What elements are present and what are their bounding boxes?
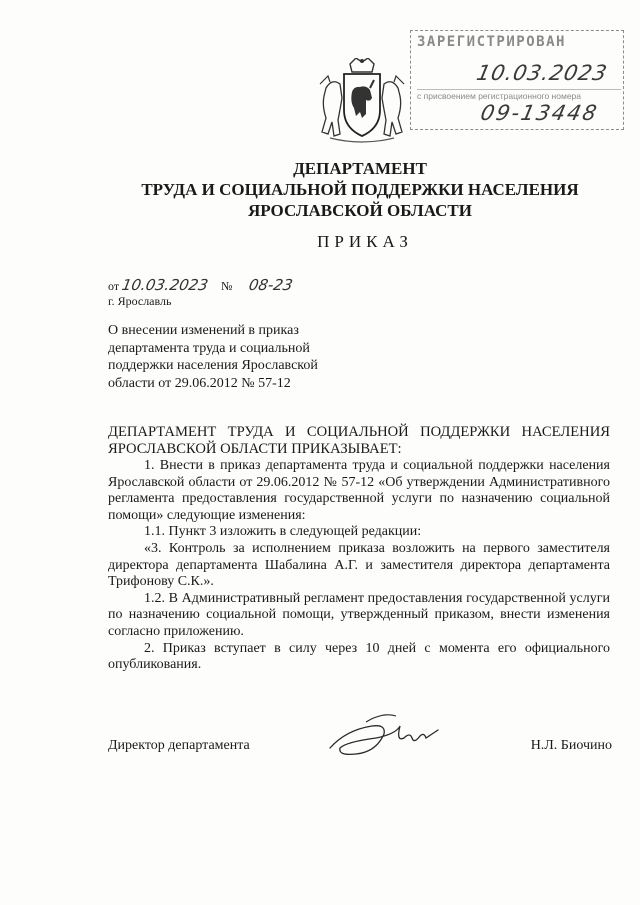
- subject-line2: департамента труда и социальной: [108, 340, 310, 356]
- body-paragraph-1: 1. Внести в приказ департамента труда и социальной поддержки населения Ярославской области от 29.06.2012 № 57-12 «Об утверждении Административного регламента предоставления государственной услуги по назначению социальной помощи» следующие изменения:: [108, 458, 610, 523]
- body-paragraph-1-2: 1.2. В Административный регламент предоставления государственной услуги по назначению социальной помощи, утвержденный приказом, внести изменения согласно приложению.: [108, 590, 610, 639]
- stamp-note: с присвоением регистрационного номера: [417, 89, 621, 101]
- doc-meta: [108, 276, 293, 309]
- body-lead: ДЕПАРТАМЕНТ ТРУДА И СОЦИАЛЬНОЙ ПОДДЕРЖКИ НАСЕЛЕНИЯ ЯРОСЛАВСКОЙ ОБЛАСТИ ПРИКАЗЫВАЕТ:: [108, 424, 610, 457]
- from-label: от: [108, 279, 120, 293]
- doc-date: 10.03.2023: [120, 276, 210, 294]
- registration-stamp: [410, 30, 624, 130]
- stamp-reg-number: 09-13448: [478, 101, 601, 125]
- department-name: [60, 158, 640, 221]
- signer-name: Н.Л. Биочино: [530, 738, 612, 753]
- dept-line1: ДЕПАРТАМЕНТ: [293, 159, 427, 178]
- coat-of-arms-icon: [316, 58, 408, 146]
- dept-line3: ЯРОСЛАВСКОЙ ОБЛАСТИ: [248, 201, 472, 220]
- subject-line4: области от 29.06.2012 № 57-12: [108, 375, 291, 391]
- body-paragraph-1-1: 1.1. Пункт 3 изложить в следующей редакции:: [144, 524, 422, 540]
- doc-body: [108, 424, 610, 674]
- stamp-title: ЗАРЕГИСТРИРОВАН: [417, 34, 566, 50]
- subject-line1: О внесении изменений в приказ: [108, 323, 299, 338]
- body-paragraph-1-1-text: «3. Контроль за исполнением приказа возложить на первого заместителя директора департамента Шабалина А.Г. и заместителя директора департамента Трифонову С.К.».: [108, 540, 610, 590]
- dept-line2: ТРУДА И СОЦИАЛЬНОЙ ПОДДЕРЖКИ НАСЕЛЕНИЯ: [141, 180, 579, 199]
- signer-block: [108, 738, 612, 754]
- subject-line3: поддержки населения Ярославской: [108, 358, 318, 373]
- doc-type: ПРИКАЗ: [317, 232, 413, 251]
- body-paragraph-2: 2. Приказ вступает в силу через 10 дней с момента его официального опубликования.: [108, 640, 610, 673]
- stamp-date: 10.03.2023: [474, 61, 610, 85]
- number-label: №: [220, 279, 233, 293]
- doc-city: г. Ярославль: [108, 294, 172, 308]
- signer-position: Директор департамента: [108, 738, 250, 753]
- doc-subject: [108, 322, 368, 392]
- doc-number: 08-23: [247, 276, 295, 294]
